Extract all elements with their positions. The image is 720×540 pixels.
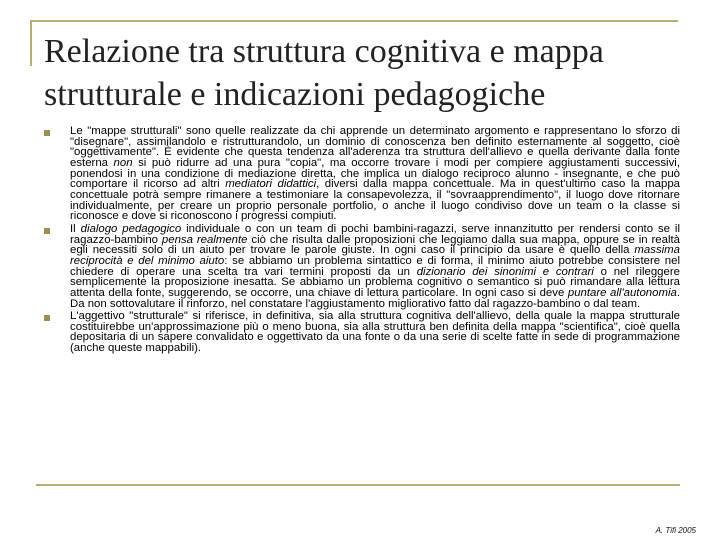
bullet-text — [70, 125, 680, 222]
text-run: L'aggettivo "strutturale" si riferisce, in definitiva, sia alla struttura cognitiva dell'allievo, della quale la mappa strutturale costituirebbe un'approssimazione più o meno buona, sia alla struttura ben definita della mappa "scientifica", cioè quella depositaria di un sapere convalidato e oggettivato da una fonte o da una serie di scelte fatte in sede di programmazione (anche queste mappabili). — [70, 310, 680, 355]
text-run: Il — [70, 222, 81, 235]
emphasized-phrase: dialogo pedagogico — [80, 222, 182, 235]
bullet-item-pedagogical-dialogue — [40, 224, 680, 309]
text-run: individuale o con un team di pochi bambini-ragazzi, serve innanzitutto per rendersi conto se il ragazzo-bambino — [70, 222, 680, 246]
bullet-text — [70, 310, 680, 354]
square-bullet-icon — [44, 315, 50, 321]
footer-credit: A. Tifi 2005 — [655, 526, 696, 535]
bullet-text — [70, 223, 680, 310]
title-frame-top-rule — [30, 20, 678, 22]
content-frame-bottom-rule — [36, 484, 680, 486]
text-run: . Da non sottovalutare il rinforzo, nel constatare l'aggiustamento migliorativo fatto dal ragazzo-bambino o dal team. — [70, 286, 680, 310]
emphasized-phrase: puntare all'autonomia — [567, 286, 677, 299]
bullet-item-structural-maps — [40, 126, 680, 222]
text-run: , diversi dalla mappa concettuale. Ma in quest'ultimo caso la mappa concettuale potrà sempre rimanere a testimoniare la consapevolezza, il "sovraapprendimento", il luogo dove ritornare individualmente, per creare un proprio personale portfolio, o anche il luogo condiviso dove un team o la classe si riconosce e dove si riconoscono i progressi compiuti. — [70, 178, 680, 223]
emphasized-phrase: massima reciprocità e del minimo aiuto — [70, 244, 680, 267]
bullet-list — [40, 126, 680, 356]
square-bullet-icon — [44, 130, 50, 136]
emphasized-phrase: non — [113, 156, 133, 169]
text-run: o nel rileggere semplicemente la proposizione inesatta. Se abbiamo un problema cognitivo o semantico si può rimandare alla lettura attenta della fonte, suggerendo, se occorre, una chiave di lettura particolare. In ogni caso si deve — [70, 265, 680, 299]
text-run: ciò che risulta dalle proposizioni che leggiamo dalla sua mappa, oppure se in realtà egli necessiti solo di un aiuto per trovare le parole giuste. In ogni caso il principio da usare è quello della — [70, 233, 680, 257]
title-frame-left-rule — [30, 20, 32, 66]
square-bullet-icon — [44, 228, 50, 234]
emphasized-phrase: pensa realmente — [161, 233, 248, 246]
text-run: : se abbiamo un problema sintattico e di forma, il minimo aiuto potrebbe consistere nel chiedere di operare una scelta tra vari termini proposti da un — [70, 254, 680, 278]
emphasized-phrase: mediatori didattici — [225, 178, 317, 191]
bullet-item-structural-adjective — [40, 311, 680, 354]
emphasized-phrase: dizionario dei sinonimi e contrari — [416, 265, 594, 278]
text-run: si può ridurre ad una pura "copia", ma occorre trovare i modi per compiere aggiustamenti successivi, ponendosi in una condizione di mediazione diretta, che implica un dialogo reciproco alunno - insegnante, e che può comportare il ricorso ad altri — [70, 156, 680, 191]
slide-title: Relazione tra struttura cognitiva e mappa strutturale e indicazioni pedagogiche — [44, 33, 604, 113]
text-run: Le "mappe strutturali" sono quelle realizzate da chi apprende un determinato argomento e rappresentano lo sforzo di "disegnare", assimilandolo e ristrutturandolo, un dominio di conoscenza ben definito esternamente al soggetto, cioè "oggettivamente". È evidente che questa tendenza all'aderenza tra struttura dell'allievo e quella derivante dalla fonte esterna — [70, 125, 680, 169]
